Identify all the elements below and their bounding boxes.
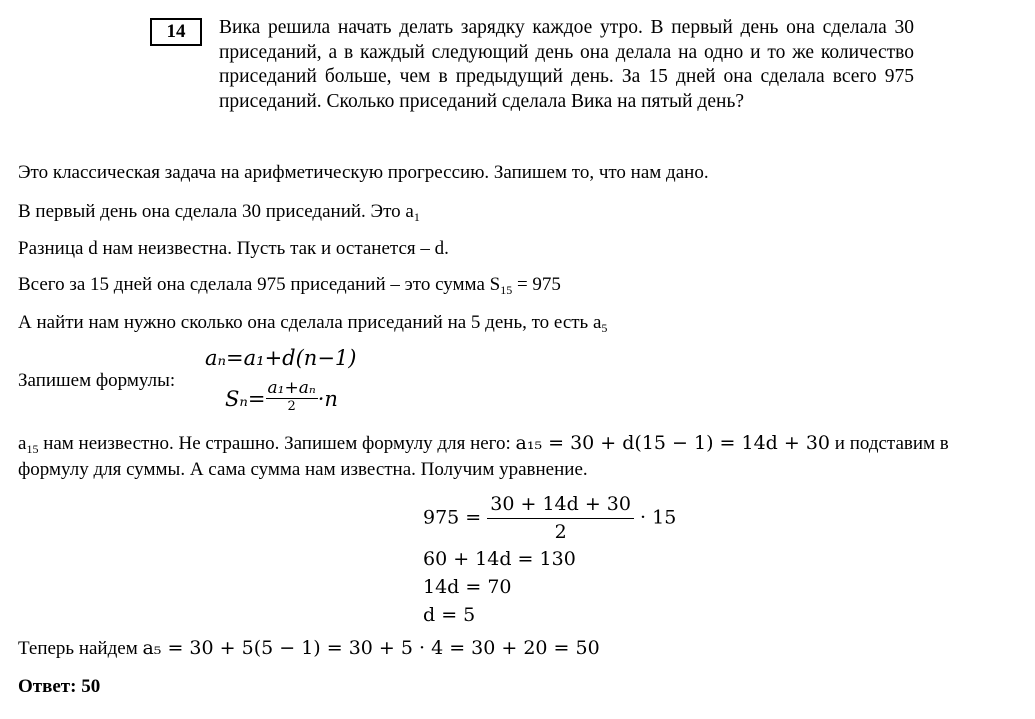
equation-1: 975 = $\frac{30 + 14d + 30}{2}$ · 15 — [423, 493, 677, 543]
given-first-day: В первый день она сделала 30 приседаний. Это $a_1$ — [18, 201, 420, 224]
task-statement: Вика решила начать делать зарядку каждое утро. В первый день она сделала 30 приседаний, а в каждый следующий день она делала на одно и то же количество приседаний больше, чем в предыдущий день. За 15 дней она сделала всего 975 приседаний. Сколько приседаний сделала Вика на пятый день? — [219, 17, 914, 112]
equation-4: d = 5 — [423, 604, 476, 626]
a15-formula: a₁₅ = 30 + d(15 − 1) = 14d + 30 — [515, 432, 831, 454]
final-computation: Теперь найдем a₅ = 30 + 5(5 − 1) = 30 + 5 · 4 = 30 + 20 = 50 — [18, 637, 600, 659]
formulas-label: Запишем формулы: — [18, 370, 176, 391]
equation-2: 60 + 14d = 130 — [423, 548, 576, 570]
intro-text: Это классическая задача на арифметическую прогрессию. Запишем то, что нам дано. — [18, 162, 709, 183]
task-number: 14 — [150, 18, 202, 46]
find-fifth-day: А найти нам нужно сколько она сделала приседаний на 5 день, то есть $a_5$ — [18, 312, 608, 335]
a15-paragraph-line2: формулу для суммы. А сама сумма нам известна. Получим уравнение. — [18, 459, 588, 480]
sum-formula: Sₙ= $\frac{\text{a₁+aₙ}}{2}$ ·n — [225, 378, 338, 414]
given-sum: Всего за 15 дней она сделала 975 приседаний – это сумма $S_{15} = 975$ — [18, 274, 561, 297]
nth-term-formula: aₙ=a₁+d(n−1) — [205, 346, 357, 370]
given-difference: Разница d нам неизвестна. Пусть так и останется – d. — [18, 238, 449, 259]
answer: Ответ: 50 — [18, 676, 101, 697]
formulas — [205, 346, 385, 426]
a15-paragraph-line1: $a_{15}$ нам неизвестно. Не страшно. Запишем формулу для него: a₁₅ = 30 + d(15 − 1) = 14d + 30 и подставим в — [18, 432, 949, 456]
equation-3: 14d = 70 — [423, 576, 512, 598]
equation-block — [423, 492, 676, 629]
